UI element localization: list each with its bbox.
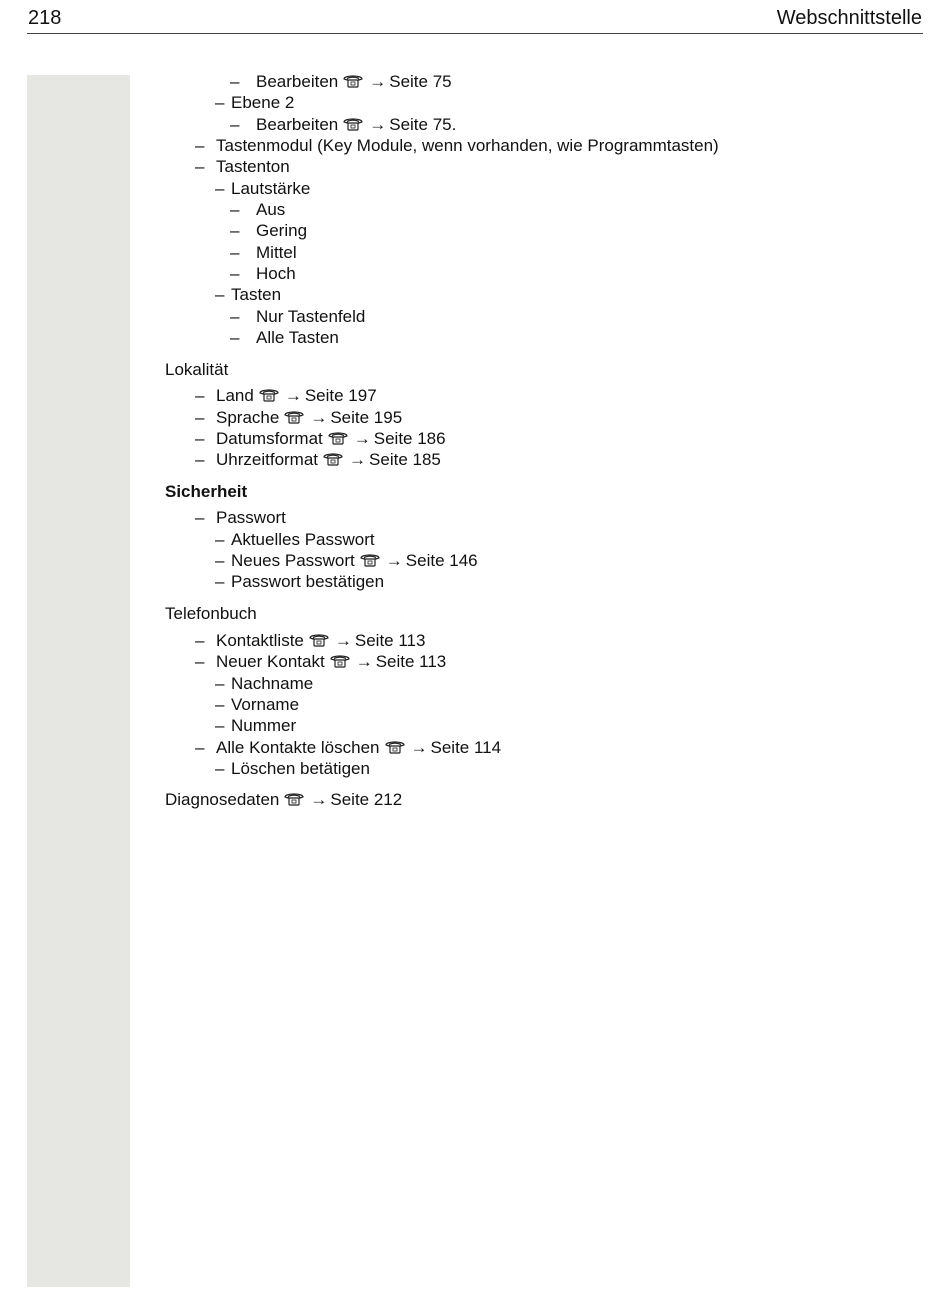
dash: –: [215, 716, 225, 735]
menu-item: [215, 285, 281, 305]
menu-item: [230, 72, 452, 92]
dash: –: [195, 508, 205, 527]
menu-item-label: Nur Tastenfeld: [256, 307, 366, 326]
page-reference-link[interactable]: Seite 114: [430, 738, 502, 757]
menu-item-label: Löschen betätigen: [231, 759, 370, 778]
menu-item: [230, 264, 296, 284]
menu-item-label: Sprache: [216, 408, 280, 427]
dash: –: [195, 386, 205, 405]
menu-item-label: Tastenmodul (Key Module, wenn vorhanden, wie Programmtasten): [216, 136, 719, 155]
menu-item-label: Uhrzeitformat: [216, 450, 319, 469]
page-reference-link[interactable]: Seite 75: [389, 72, 452, 91]
dash: –: [230, 200, 240, 219]
dash: –: [230, 328, 240, 347]
dash: –: [215, 285, 225, 304]
dash: –: [230, 264, 240, 283]
dash: –: [230, 72, 240, 91]
dash: –: [215, 695, 225, 714]
menu-item: [215, 93, 294, 113]
dash: –: [215, 93, 225, 112]
menu-item-label: Kontaktliste: [216, 631, 304, 650]
menu-item-label: Bearbeiten: [256, 72, 339, 91]
menu-item: [215, 695, 299, 715]
page-reference-link[interactable]: Seite 186: [373, 429, 446, 448]
page-reference-link[interactable]: Seite 212: [330, 790, 403, 809]
phone-icon: [329, 653, 351, 669]
menu-item: [195, 631, 425, 651]
dash: –: [195, 408, 205, 427]
page-reference-link[interactable]: Seite 195: [330, 408, 403, 427]
menu-item: [195, 450, 441, 470]
menu-item-label: Ebene 2: [231, 93, 295, 112]
phone-icon: [342, 116, 364, 132]
dash: –: [195, 631, 205, 650]
dash: –: [230, 221, 240, 240]
phone-icon: [308, 632, 330, 648]
menu-item-label: Passwort: [216, 508, 286, 527]
dash: –: [195, 136, 205, 155]
menu-item: [230, 115, 456, 135]
menu-item-label: Passwort bestätigen: [231, 572, 385, 591]
menu-item: [215, 551, 478, 571]
menu-item-label: Alle Tasten: [256, 328, 339, 347]
dash: –: [230, 243, 240, 262]
dash: –: [215, 674, 225, 693]
menu-item: [230, 221, 307, 241]
dash: –: [195, 738, 205, 757]
arrow-icon: →: [410, 738, 428, 757]
menu-item: [230, 243, 297, 263]
menu-item-label: Bearbeiten: [256, 115, 339, 134]
phone-icon: [258, 387, 280, 403]
phone-icon: [322, 451, 344, 467]
dash: –: [215, 551, 225, 570]
menu-item-label: Nummer: [231, 716, 297, 735]
menu-item: [195, 386, 377, 406]
phone-icon: [342, 73, 364, 89]
phone-icon: [359, 552, 381, 568]
arrow-icon: →: [353, 429, 371, 448]
menu-item: [195, 408, 402, 428]
phone-icon: [283, 791, 305, 807]
menu-item: [195, 136, 719, 156]
page-reference-link[interactable]: Seite 75.: [389, 115, 457, 134]
menu-item: [230, 200, 285, 220]
menu-item-label: Hoch: [256, 264, 296, 283]
page-number: 218: [28, 7, 62, 29]
menu-item: [215, 759, 370, 779]
menu-item-label: Gering: [256, 221, 308, 240]
menu-item: [195, 652, 446, 672]
section-heading-lokalitaet: Lokalität: [165, 360, 229, 379]
page-reference-link[interactable]: Seite 113: [354, 631, 426, 650]
dash: –: [195, 450, 205, 469]
arrow-icon: →: [310, 790, 328, 809]
menu-item-label: Vorname: [231, 695, 300, 714]
menu-item: [215, 530, 375, 550]
menu-item: [230, 328, 339, 348]
dash: –: [195, 652, 205, 671]
dash: –: [215, 530, 225, 549]
dash: –: [195, 157, 205, 176]
page-reference-link[interactable]: Seite 197: [304, 386, 377, 405]
chapter-title: Webschnittstelle: [776, 7, 922, 29]
phone-icon: [283, 409, 305, 425]
menu-item-label: Aktuelles Passwort: [231, 530, 375, 549]
page-reference-link[interactable]: Seite 113: [375, 652, 447, 671]
menu-item: [195, 508, 286, 528]
arrow-icon: →: [349, 450, 367, 469]
menu-item-label: Tastenton: [216, 157, 290, 176]
arrow-icon: →: [355, 652, 373, 671]
menu-item: [195, 429, 446, 449]
dash: –: [195, 429, 205, 448]
page-reference-link[interactable]: Seite 185: [369, 450, 441, 469]
section-heading-sicherheit: Sicherheit: [165, 482, 248, 501]
menu-item-label: Neues Passwort: [231, 551, 355, 570]
menu-item-label: Datumsformat: [216, 429, 323, 448]
dash: –: [215, 572, 225, 591]
section-heading-telefonbuch: Telefonbuch: [165, 604, 257, 623]
arrow-icon: →: [369, 115, 387, 134]
dash: –: [215, 759, 225, 778]
menu-item: [215, 716, 296, 736]
section-heading-diagnosedaten: [165, 790, 402, 810]
menu-item-label: Lautstärke: [231, 179, 311, 198]
menu-item: [195, 157, 290, 177]
dash: –: [230, 307, 240, 326]
arrow-icon: →: [385, 551, 403, 570]
menu-item: [230, 307, 365, 327]
phone-icon: [327, 430, 349, 446]
arrow-icon: →: [334, 631, 352, 650]
menu-item-label: Nachname: [231, 674, 314, 693]
arrow-icon: →: [369, 72, 387, 91]
menu-item-label: Land: [216, 386, 254, 405]
menu-item: [215, 572, 384, 592]
dash: –: [215, 179, 225, 198]
menu-item-label: Diagnosedaten: [165, 790, 280, 809]
menu-item-label: Mittel: [256, 243, 297, 262]
menu-item-label: Neuer Kontakt: [216, 652, 325, 671]
arrow-icon: →: [284, 386, 302, 405]
dash: –: [230, 115, 240, 134]
menu-item-label: Tasten: [231, 285, 282, 304]
menu-item-label: Alle Kontakte löschen: [216, 738, 380, 757]
menu-item: [215, 674, 313, 694]
menu-item-label: Aus: [256, 200, 286, 219]
page-reference-link[interactable]: Seite 146: [405, 551, 478, 570]
arrow-icon: →: [310, 408, 328, 427]
menu-item: [195, 738, 501, 758]
phone-icon: [384, 739, 406, 755]
menu-item: [215, 179, 310, 199]
